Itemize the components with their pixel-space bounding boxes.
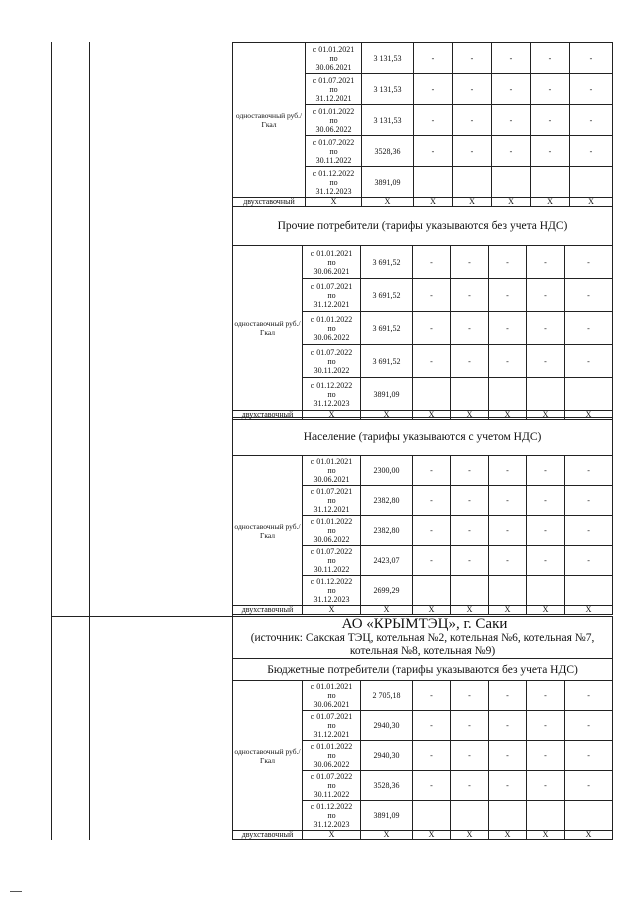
tariff-cell: - (492, 74, 531, 105)
tariff-cell: - (453, 43, 492, 74)
tariff-cell: - (451, 345, 489, 378)
tariff-cell: - (451, 486, 489, 516)
period-line: с 01.01.2021 (310, 682, 353, 691)
tariff-cell (451, 576, 489, 606)
tariff-cell (453, 167, 492, 198)
tariff-cell: - (527, 456, 565, 486)
period-line: по (327, 751, 336, 760)
tariff-cell: - (565, 771, 613, 801)
tariff-cell: - (451, 711, 489, 741)
two-rate-row (233, 831, 613, 840)
tariff-cell (565, 576, 613, 606)
period-line: по (327, 586, 336, 595)
period-line: по (329, 146, 338, 156)
tariff-cell: - (489, 345, 527, 378)
period-line: по (327, 323, 336, 333)
period-cell (306, 74, 362, 105)
tariff-row (233, 43, 613, 74)
two-rate-cell: Х (453, 198, 492, 207)
tariff-value: 3891,09 (362, 167, 414, 198)
two-rate-cell: Х (362, 198, 414, 207)
period-line: с 01.07.2022 (310, 547, 353, 556)
tariff-cell: - (531, 43, 570, 74)
tariff-cell: - (489, 516, 527, 546)
tariff-value: 3 691,52 (361, 246, 413, 279)
two-rate-cell: Х (413, 411, 451, 420)
period-line: 30.11.2022 (315, 155, 352, 165)
two-rate-row (233, 606, 613, 615)
tariff-cell: - (565, 345, 613, 378)
tariff-cell: - (489, 681, 527, 711)
period-cell (303, 771, 361, 801)
tariff-cell: - (489, 711, 527, 741)
tariff-cell: - (489, 456, 527, 486)
tariff-cell: - (570, 43, 613, 74)
tariff-cell: - (531, 105, 570, 136)
period-line: с 01.07.2022 (312, 137, 355, 147)
tariff-cell: - (451, 312, 489, 345)
page-footer-mark (10, 891, 22, 892)
tariff-cell (413, 801, 451, 831)
tariff-value: 2300,00 (361, 456, 413, 486)
tariff-value: 3 691,52 (361, 345, 413, 378)
two-rate-cell: Х (570, 198, 613, 207)
two-rate-cell: Х (565, 831, 613, 840)
tariff-cell: - (565, 516, 613, 546)
period-line: с 01.07.2021 (310, 712, 353, 721)
tariff-table-section-1 (232, 42, 613, 207)
period-line: 31.12.2023 (313, 820, 350, 829)
tariff-table-section-4 (232, 616, 613, 840)
tariff-cell: - (527, 516, 565, 546)
two-rate-cell: Х (527, 411, 565, 420)
tariff-cell: - (492, 136, 531, 167)
two-rate-cell: Х (361, 411, 413, 420)
tariff-cell: - (451, 741, 489, 771)
two-rate-cell: Х (303, 411, 361, 420)
period-line: по (327, 496, 336, 505)
tariff-cell: - (565, 546, 613, 576)
period-line: с 01.01.2022 (312, 106, 355, 116)
two-rate-label: двухставочный (233, 606, 303, 615)
period-line: 30.06.2022 (313, 535, 350, 544)
period-line: 30.11.2022 (313, 565, 350, 574)
tariff-value: 2940,30 (361, 741, 413, 771)
two-rate-cell: Х (306, 198, 362, 207)
period-cell (306, 136, 362, 167)
period-line: 30.06.2021 (313, 700, 350, 709)
period-cell (303, 345, 361, 378)
two-rate-cell: Х (489, 411, 527, 420)
tariff-value: 3 131,53 (362, 105, 414, 136)
tariff-cell: - (527, 711, 565, 741)
tariff-cell (413, 378, 451, 411)
period-cell (306, 167, 362, 198)
tariff-cell: - (453, 105, 492, 136)
tariff-cell: - (451, 546, 489, 576)
tariff-cell: - (527, 279, 565, 312)
two-rate-cell: Х (489, 831, 527, 840)
two-rate-cell: Х (527, 606, 565, 615)
period-line: по (327, 811, 336, 820)
tariff-cell: - (570, 105, 613, 136)
column-border-2 (89, 42, 90, 840)
tariff-value: 3891,09 (361, 801, 413, 831)
rate-type-label: одноставочный руб./Гкал (233, 681, 303, 831)
organization-name: АО «КРЫМТЭЦ», г. Саки (341, 616, 508, 632)
two-rate-cell: Х (414, 198, 453, 207)
period-cell (303, 486, 361, 516)
tariff-table-section-3 (232, 417, 613, 615)
tariff-cell: - (414, 74, 453, 105)
tariff-cell: - (527, 741, 565, 771)
tariff-cell (489, 378, 527, 411)
tariff-cell: - (565, 312, 613, 345)
period-line: по (327, 526, 336, 535)
tariff-cell: - (413, 546, 451, 576)
period-line: с 01.07.2021 (310, 487, 353, 496)
two-rate-label: двухставочный (233, 411, 303, 420)
tariff-value: 2699,29 (361, 576, 413, 606)
tariff-cell: - (527, 681, 565, 711)
period-line: по (327, 356, 336, 366)
two-rate-cell: Х (565, 411, 613, 420)
tariff-row (233, 246, 613, 279)
tariff-value: 3528,36 (362, 136, 414, 167)
tariff-cell: - (527, 312, 565, 345)
organization-source: (источник: Сакская ТЭЦ, котельная №2, котельная №6, котельная №7, котельная №8, котельная №9) (250, 632, 595, 657)
period-line: по (327, 781, 336, 790)
tariff-cell: - (489, 279, 527, 312)
period-cell (303, 312, 361, 345)
two-rate-label: двухставочный (233, 198, 306, 207)
period-line: 31.12.2021 (313, 730, 350, 739)
tariff-cell: - (413, 711, 451, 741)
period-line: с 01.12.2022 (310, 577, 353, 586)
period-line: с 01.07.2021 (310, 281, 353, 291)
period-cell (303, 801, 361, 831)
tariff-cell: - (413, 771, 451, 801)
tariff-value: 3891,09 (361, 378, 413, 411)
tariff-cell: - (492, 43, 531, 74)
tariff-row (233, 456, 613, 486)
tariff-cell: - (414, 105, 453, 136)
tariff-cell: - (414, 43, 453, 74)
tariff-cell: - (413, 681, 451, 711)
rate-type-label: одноставочный руб./Гкал (233, 456, 303, 606)
tariff-cell (565, 801, 613, 831)
tariff-cell: - (413, 741, 451, 771)
tariff-row (233, 681, 613, 711)
tariff-cell (413, 576, 451, 606)
tariff-value: 2 705,18 (361, 681, 413, 711)
tariff-cell: - (451, 279, 489, 312)
consumer-group-row (233, 207, 613, 246)
tariff-cell: - (570, 74, 613, 105)
period-line: 31.12.2023 (315, 186, 352, 196)
period-line: по (329, 177, 338, 187)
period-line: 31.12.2021 (315, 93, 352, 103)
tariff-cell (527, 378, 565, 411)
period-line: с 01.07.2022 (310, 347, 353, 357)
two-rate-cell: Х (361, 831, 413, 840)
period-cell (303, 456, 361, 486)
tariff-cell (489, 801, 527, 831)
organization-row (233, 617, 613, 659)
tariff-cell: - (489, 741, 527, 771)
tariff-cell: - (413, 486, 451, 516)
tariff-cell: - (453, 136, 492, 167)
period-cell (303, 741, 361, 771)
period-line: 30.06.2022 (313, 332, 350, 342)
period-line: по (329, 115, 338, 125)
tariff-value: 2382,80 (361, 516, 413, 546)
tariff-cell: - (414, 136, 453, 167)
tariff-cell: - (451, 681, 489, 711)
tariff-cell: - (527, 546, 565, 576)
two-rate-cell: Х (413, 831, 451, 840)
two-rate-cell: Х (451, 411, 489, 420)
period-line: по (327, 721, 336, 730)
rate-type-label: одноставочный руб./Гкал (233, 246, 303, 411)
tariff-cell (527, 801, 565, 831)
tariff-cell (489, 576, 527, 606)
tariff-cell: - (413, 246, 451, 279)
two-rate-cell: Х (489, 606, 527, 615)
two-rate-label: двухставочный (233, 831, 303, 840)
tariff-cell (527, 576, 565, 606)
tariff-cell: - (527, 486, 565, 516)
tariff-cell: - (527, 345, 565, 378)
tariff-value: 2940,30 (361, 711, 413, 741)
two-rate-cell: Х (413, 606, 451, 615)
period-line: по (329, 84, 338, 94)
tariff-cell (570, 167, 613, 198)
tariff-cell: - (413, 516, 451, 546)
tariff-cell: - (527, 246, 565, 279)
tariff-cell (531, 167, 570, 198)
tariff-cell (414, 167, 453, 198)
tariff-cell: - (565, 456, 613, 486)
two-rate-cell: Х (531, 198, 570, 207)
period-line: по (327, 257, 336, 267)
tariff-cell: - (527, 771, 565, 801)
two-rate-cell: Х (303, 606, 361, 615)
period-line: 31.12.2021 (313, 299, 350, 309)
tariff-cell: - (492, 105, 531, 136)
two-rate-cell: Х (451, 606, 489, 615)
period-line: 30.06.2021 (313, 266, 350, 276)
period-line: 30.06.2021 (313, 475, 350, 484)
tariff-cell (451, 801, 489, 831)
tariff-cell: - (413, 312, 451, 345)
period-cell (303, 576, 361, 606)
period-cell (303, 279, 361, 312)
column-border-1 (51, 42, 52, 840)
period-line: 31.12.2023 (313, 398, 350, 408)
tariff-cell: - (451, 246, 489, 279)
period-cell (303, 378, 361, 411)
period-line: с 01.12.2022 (312, 168, 355, 178)
tariff-value: 2382,80 (361, 486, 413, 516)
tariff-cell: - (451, 771, 489, 801)
two-rate-cell: Х (361, 606, 413, 615)
tariff-value: 3 131,53 (362, 74, 414, 105)
two-rate-cell: Х (451, 831, 489, 840)
period-line: 30.11.2022 (313, 365, 350, 375)
tariff-cell: - (489, 546, 527, 576)
tariff-cell: - (565, 741, 613, 771)
period-line: с 01.01.2021 (310, 248, 353, 258)
period-cell (303, 246, 361, 279)
consumer-group-heading: Бюджетные потребители (тарифы указываются без учета НДС) (233, 659, 613, 681)
period-line: с 01.01.2021 (310, 457, 353, 466)
rate-type-label: одноставочный руб./Гкал (233, 43, 306, 198)
tariff-cell (492, 167, 531, 198)
tariff-value: 3 131,53 (362, 43, 414, 74)
consumer-group-heading: Прочие потребители (тарифы указываются без учета НДС) (233, 207, 613, 246)
consumer-group-heading: Население (тарифы указываются с учетом НДС) (233, 418, 613, 456)
period-line: с 01.07.2021 (312, 75, 355, 85)
period-cell (306, 43, 362, 74)
two-rate-cell: Х (565, 606, 613, 615)
tariff-cell: - (565, 246, 613, 279)
row-border-org (51, 616, 232, 617)
period-cell (306, 105, 362, 136)
two-rate-cell: Х (492, 198, 531, 207)
period-line: 30.11.2022 (313, 790, 350, 799)
period-line: по (329, 53, 338, 63)
period-line: по (327, 556, 336, 565)
tariff-cell: - (565, 681, 613, 711)
organization-cell (233, 617, 613, 659)
tariff-table-section-2 (232, 206, 613, 420)
period-line: 30.06.2022 (313, 760, 350, 769)
tariff-cell: - (531, 74, 570, 105)
tariff-cell: - (489, 246, 527, 279)
period-line: с 01.01.2022 (310, 742, 353, 751)
period-line: с 01.12.2022 (310, 802, 353, 811)
tariff-cell: - (413, 345, 451, 378)
tariff-cell: - (451, 456, 489, 486)
two-rate-cell: Х (303, 831, 361, 840)
period-cell (303, 681, 361, 711)
two-rate-cell: Х (527, 831, 565, 840)
period-line: с 01.01.2022 (310, 517, 353, 526)
tariff-cell: - (489, 312, 527, 345)
tariff-cell: - (489, 486, 527, 516)
tariff-cell (565, 378, 613, 411)
period-line: по (327, 466, 336, 475)
tariff-cell: - (570, 136, 613, 167)
tariff-cell (451, 378, 489, 411)
tariff-cell: - (565, 486, 613, 516)
period-line: 31.12.2023 (313, 595, 350, 604)
period-line: с 01.01.2022 (310, 314, 353, 324)
period-line: по (327, 290, 336, 300)
consumer-group-row (233, 659, 613, 681)
tariff-value: 3 691,52 (361, 279, 413, 312)
period-line: с 01.07.2022 (310, 772, 353, 781)
tariff-cell: - (531, 136, 570, 167)
tariff-cell: - (453, 74, 492, 105)
tariff-cell: - (489, 771, 527, 801)
period-cell (303, 711, 361, 741)
period-cell (303, 546, 361, 576)
period-line: с 01.01.2021 (312, 44, 355, 54)
tariff-cell: - (413, 456, 451, 486)
tariff-cell: - (565, 711, 613, 741)
period-line: по (327, 691, 336, 700)
period-cell (303, 516, 361, 546)
tariff-value: 2423,07 (361, 546, 413, 576)
period-line: 31.12.2021 (313, 505, 350, 514)
consumer-group-row (233, 418, 613, 456)
tariff-value: 3528,36 (361, 771, 413, 801)
period-line: 30.06.2022 (315, 124, 352, 134)
tariff-cell: - (565, 279, 613, 312)
tariff-value: 3 691,52 (361, 312, 413, 345)
period-line: 30.06.2021 (315, 62, 352, 72)
period-line: по (327, 389, 336, 399)
period-line: с 01.12.2022 (310, 380, 353, 390)
tariff-cell: - (451, 516, 489, 546)
tariff-cell: - (413, 279, 451, 312)
